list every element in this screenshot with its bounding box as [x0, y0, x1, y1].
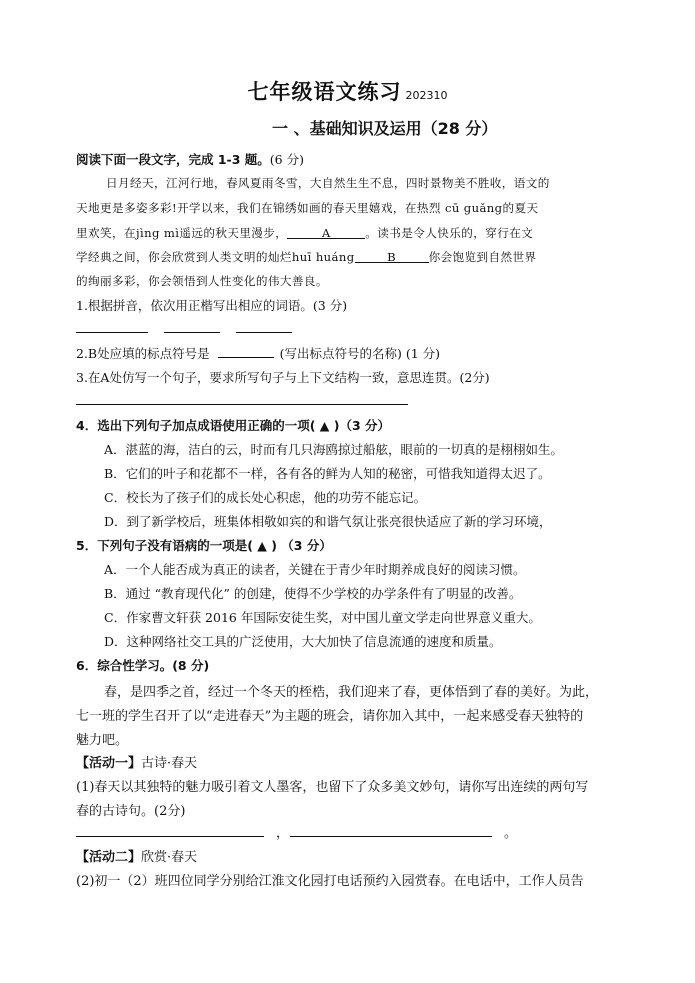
page-title: [0, 76, 695, 106]
question-5: 5．下列句子没有语病的一项是( ▲ ) （3 分）: [76, 538, 332, 553]
instruction-score: (6 分): [269, 152, 304, 167]
answer-line-2[interactable]: [218, 345, 274, 358]
passage-line-3: 里欢笑，在jìng mì遥远的秋天里漫步， A 。读书是令人快乐的，穿行在文: [76, 226, 534, 240]
question-1: 1.根据拼音，依次用正楷写出相应的词语。(3 分): [76, 298, 348, 313]
answer-line-1a[interactable]: [76, 332, 148, 333]
blank-a[interactable]: A: [287, 226, 365, 239]
q6-intro-line-1: 春，是四季之首，经过一个冬天的桎梏，我们迎来了春，更体悟到了春的美好。为此，: [104, 685, 599, 700]
exam-code: 202310: [405, 89, 448, 102]
q4-option-a[interactable]: A．湛蓝的海，洁白的云，时而有几只海鸥掠过船舷，眼前的一切真的是栩栩如生。: [104, 442, 564, 457]
question-4: 4．选出下列句子加点成语使用正确的一项( ▲ )（3 分）: [76, 418, 390, 433]
activity-1-question-line-2: 春的古诗句。(2分): [76, 804, 186, 819]
blank-b[interactable]: B: [355, 250, 429, 263]
q5-option-d[interactable]: D．这种网络社交工具的广泛使用，大大加快了信息流通的速度和质量。: [104, 634, 502, 649]
passage-line-1: 日月经天，江河行地，春风夏雨冬雪，大自然生生不息，四时景物美不胜收，语文的: [106, 176, 550, 190]
passage-line-4: 学经典之间，你会欣赏到人类文明的灿烂huī huáng B 你会饱览到自然世界: [76, 250, 537, 264]
activity-2-heading: 【活动二】欣赏·春天: [76, 850, 198, 865]
instruction-text: 阅读下面一段文字，完成 1-3 题。: [76, 152, 270, 167]
passage-line-2: 天地更是多姿多彩!开学以来，我们在锦绣如画的春天里嬉戏，在热烈 cū guǎng的夏天: [76, 201, 539, 215]
activity-1-heading: 【活动一】古诗·春天: [76, 756, 198, 771]
section-heading: 一 、基础知识及运用（28 分）: [272, 119, 498, 138]
q5-option-c[interactable]: C．作家曹文轩获 2016 年国际安徒生奖，对中国儿童文学走向世界意义重大。: [104, 610, 541, 625]
poem-answer-line-2[interactable]: [290, 836, 492, 837]
activity-2-question-line-1: (2)初一（2）班四位同学分别给江淮文化园打电话预约入园赏春。在电话中，工作人员告: [76, 874, 584, 889]
question-3: 3.在A处仿写一个句子，要求所写句子与上下文结构一致，意思连贯。(2分): [76, 370, 490, 385]
poem-answer-line-1[interactable]: [76, 836, 264, 837]
question-6: 6．综合性学习。(8 分): [76, 658, 210, 673]
title-text: 七年级语文练习: [247, 80, 402, 104]
q5-option-a[interactable]: A．一个人能否成为真正的读者，关键在于青少年时期养成良好的阅读习惯。: [104, 562, 526, 577]
answer-line-1b[interactable]: [164, 332, 220, 333]
q6-intro-line-2: 七一班的学生召开了以“走进春天”为主题的班会，请你加入其中，一起来感受春天独特的: [76, 709, 584, 724]
reading-instruction: [76, 150, 304, 168]
q6-intro-line-3: 魅力吧。: [76, 733, 129, 748]
period-mark: 。: [504, 826, 518, 841]
q4-option-d[interactable]: D．到了新学校后，班集体相敬如宾的和谐气氛让张亮很快适应了新的学习环境，: [104, 514, 552, 529]
answer-line-1c[interactable]: [236, 332, 292, 333]
answer-line-3[interactable]: [76, 404, 408, 405]
question-2: 2.B处应填的标点符号是 (写出标点符号的名称) (1 分): [76, 346, 441, 361]
activity-1-question-line-1: (1)春天以其独特的魅力吸引着文人墨客，也留下了众多美文妙句，请你写出连续的两句写: [76, 780, 589, 795]
q4-option-b[interactable]: B．它们的叶子和花都不一样，各有各的鲜为人知的秘密，可惜我知道得太迟了。: [104, 466, 551, 481]
passage-line-5: 的绚丽多彩，你会领悟到人性变化的伟大善良。: [76, 274, 328, 288]
q5-option-b[interactable]: B．通过 “教育现代化” 的创建，使得不少学校的办学条件有了明显的改善。: [104, 586, 522, 601]
comma-mark: ，: [276, 826, 290, 841]
q4-option-c[interactable]: C．校长为了孩子们的成长处心积虑，他的功劳不能忘记。: [104, 490, 427, 505]
